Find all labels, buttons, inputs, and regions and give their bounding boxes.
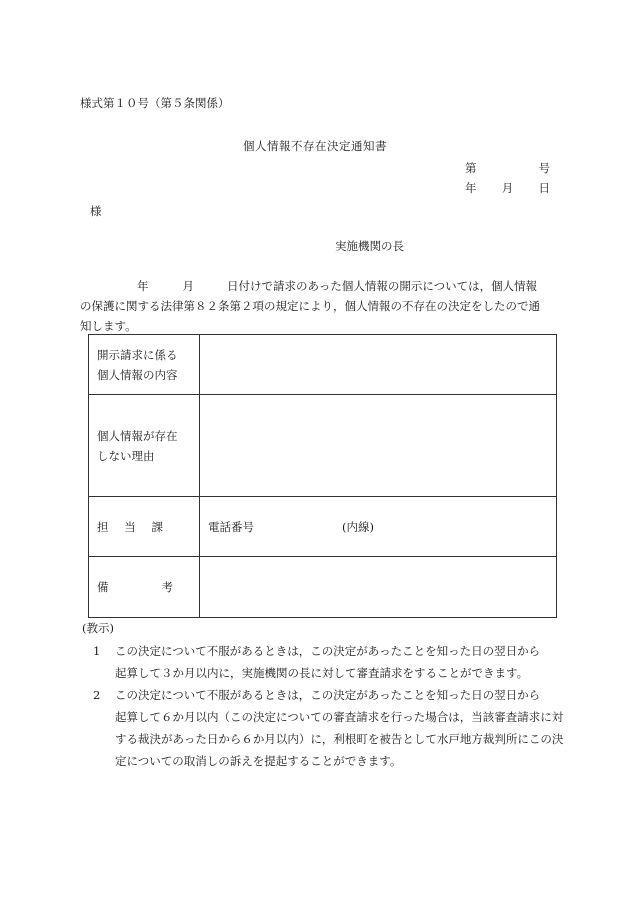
document-number-line <box>465 160 550 176</box>
remarks-value-cell <box>200 557 557 618</box>
notice-body-line-3: 知します。 <box>80 319 137 333</box>
department-label-char: 課 <box>151 519 163 534</box>
department-label-char: 当 <box>124 519 136 534</box>
notes-heading: (教示) <box>82 621 114 635</box>
table-row <box>89 557 557 618</box>
note-number: 2 <box>93 688 101 702</box>
list-item <box>93 640 555 684</box>
department-value-cell <box>200 497 557 557</box>
reason-value-cell <box>200 395 557 497</box>
form-number: 様式第１０号（第５条関係） <box>80 96 230 110</box>
note-line: 定についての取消しの訴えを提起することができます。 <box>115 754 402 768</box>
date-day: 日 <box>538 181 550 195</box>
notice-body-line-1 <box>80 276 555 296</box>
body-line1-rest: 日付けで請求のあった個人情報の開示については，個人情報 <box>227 279 538 293</box>
table-row <box>89 335 557 395</box>
number-prefix: 第 <box>465 161 477 175</box>
note-line: する裁決があった日から６か月以内）に，利根町を被告として水戸地方裁判所にこの決 <box>115 732 564 746</box>
reason-label-line-1: 個人情報が存在 <box>97 428 178 443</box>
content-value-cell <box>200 335 557 395</box>
extension-label: (内線) <box>342 519 374 534</box>
notice-details-table <box>88 334 557 618</box>
note-line: この決定について不服があるときは，この決定があったことを知った日の翌日から <box>115 688 541 702</box>
reason-label-line-2: しない理由 <box>97 448 155 463</box>
notes-list <box>93 640 564 772</box>
table-row <box>89 497 557 557</box>
date-month: 月 <box>501 181 514 195</box>
note-line: 起算して６か月以内（この決定についての審査請求を行った場合は，当該審査請求に対 <box>115 710 564 724</box>
remarks-label-char: 備 <box>97 580 109 594</box>
notice-body <box>80 276 555 336</box>
note-line: 起算して３か月以内に，実施機関の長に対して審査請求をすることができます。 <box>115 666 529 680</box>
content-label-line-1: 開示請求に係る <box>97 347 178 362</box>
list-item <box>93 684 564 772</box>
department-label-char: 担 <box>97 519 109 534</box>
content-label-cell <box>89 335 200 395</box>
content-label-line-2: 個人情報の内容 <box>97 367 178 382</box>
remarks-label-cell <box>89 557 200 618</box>
notice-body-line-2: の保護に関する法律第８２条第２項の規定により，個人情報の不存在の決定をしたので通 <box>80 299 540 313</box>
note-number: 1 <box>93 644 101 658</box>
note-line: この決定について不服があるときは，この決定があったことを知った日の翌日から <box>115 644 541 658</box>
reason-label-cell <box>89 395 200 497</box>
phone-label: 電話番号 <box>208 519 254 534</box>
body-year: 年 <box>137 279 149 293</box>
document-date-line <box>465 180 550 196</box>
department-label-cell <box>89 497 200 557</box>
document-title: 個人情報不存在決定通知書 <box>243 139 387 153</box>
body-month: 月 <box>182 279 194 293</box>
recipient-suffix: 様 <box>90 204 102 218</box>
remarks-label-char: 考 <box>161 580 173 594</box>
number-suffix: 号 <box>538 161 550 175</box>
date-year: 年 <box>465 181 477 195</box>
table-row <box>89 395 557 497</box>
issuing-agency: 実施機関の長 <box>335 239 404 253</box>
